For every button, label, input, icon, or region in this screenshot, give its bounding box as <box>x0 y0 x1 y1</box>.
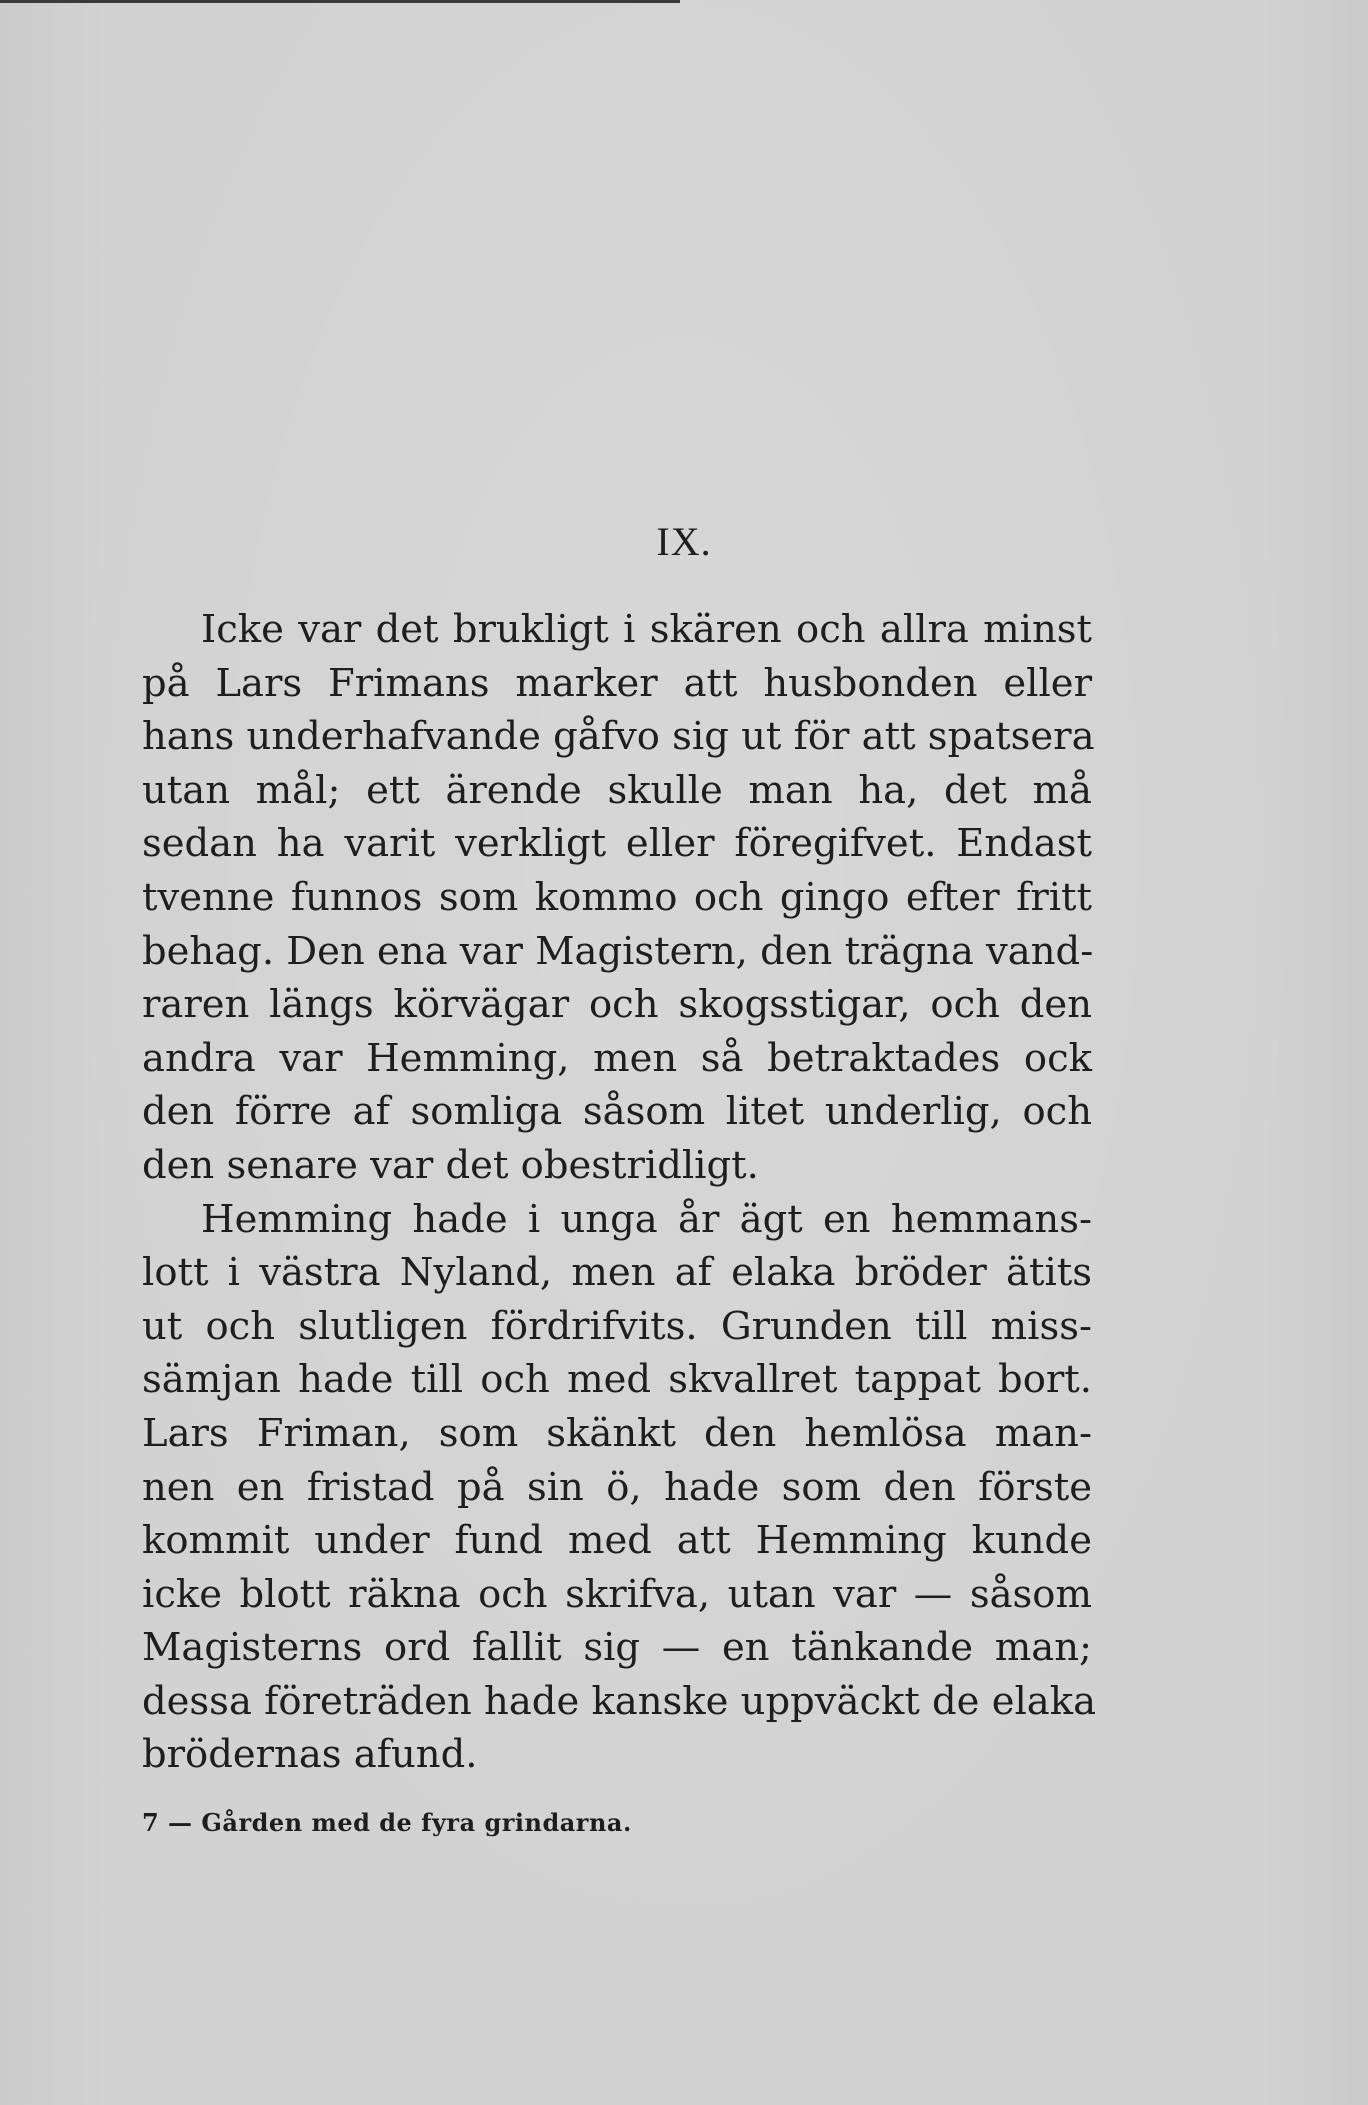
text-line: sedan ha varit verkligt eller föregifvet. Endast <box>142 821 1092 867</box>
text-line: hans underhafvande gåfvo sig ut för att spatsera <box>142 714 1095 760</box>
text-line: lott i västra Nyland, men af elaka bröder ätits <box>142 1250 1092 1296</box>
text-line: dessa företräden hade kanske uppväckt de elaka <box>142 1678 1097 1724</box>
text-line: behag. Den ena var Magistern, den trägna vand- <box>142 928 1094 974</box>
text-line: den förre af somliga såsom litet underlig, och <box>142 1089 1092 1135</box>
text-line: på Lars Frimans marker att husbonden eller <box>142 660 1092 706</box>
text-line: tvenne funnos som kommo och gingo efter fritt <box>142 874 1092 920</box>
footer-signature: 7 — Gården med de fyra grindarna. <box>142 1808 632 1837</box>
text-line: kommit under fund med att Hemming kunde <box>142 1518 1092 1564</box>
text-line: Icke var det brukligt i skären och allra minst <box>201 607 1092 652</box>
text-line: utan mål; ett ärende skulle man ha, det må <box>142 767 1092 813</box>
body-text <box>142 603 1097 1782</box>
text-line: sämjan hade till och med skvallret tappat bort. <box>142 1357 1092 1403</box>
top-edge-rule <box>0 0 680 3</box>
text-line: brödernas afund. <box>142 1732 478 1778</box>
text-line: icke blott räkna och skrifva, utan var — såsom <box>142 1571 1092 1617</box>
text-line: andra var Hemming, men så betraktades ock <box>142 1035 1092 1081</box>
text-line: raren längs körvägar och skogsstigar, och den <box>142 982 1092 1028</box>
text-line: Lars Friman, som skänkt den hemlösa man- <box>142 1410 1092 1456</box>
text-line: den senare var det obestridligt. <box>142 1142 759 1188</box>
chapter-heading: IX. <box>656 519 712 564</box>
text-line: ut och slutligen fördrifvits. Grunden till miss- <box>142 1303 1092 1349</box>
text-line: Hemming hade i unga år ägt en hemmans- <box>201 1196 1092 1242</box>
text-line: nen en fristad på sin ö, hade som den förste <box>142 1464 1092 1510</box>
text-line: Magisterns ord fallit sig — en tänkande man; <box>142 1625 1092 1671</box>
